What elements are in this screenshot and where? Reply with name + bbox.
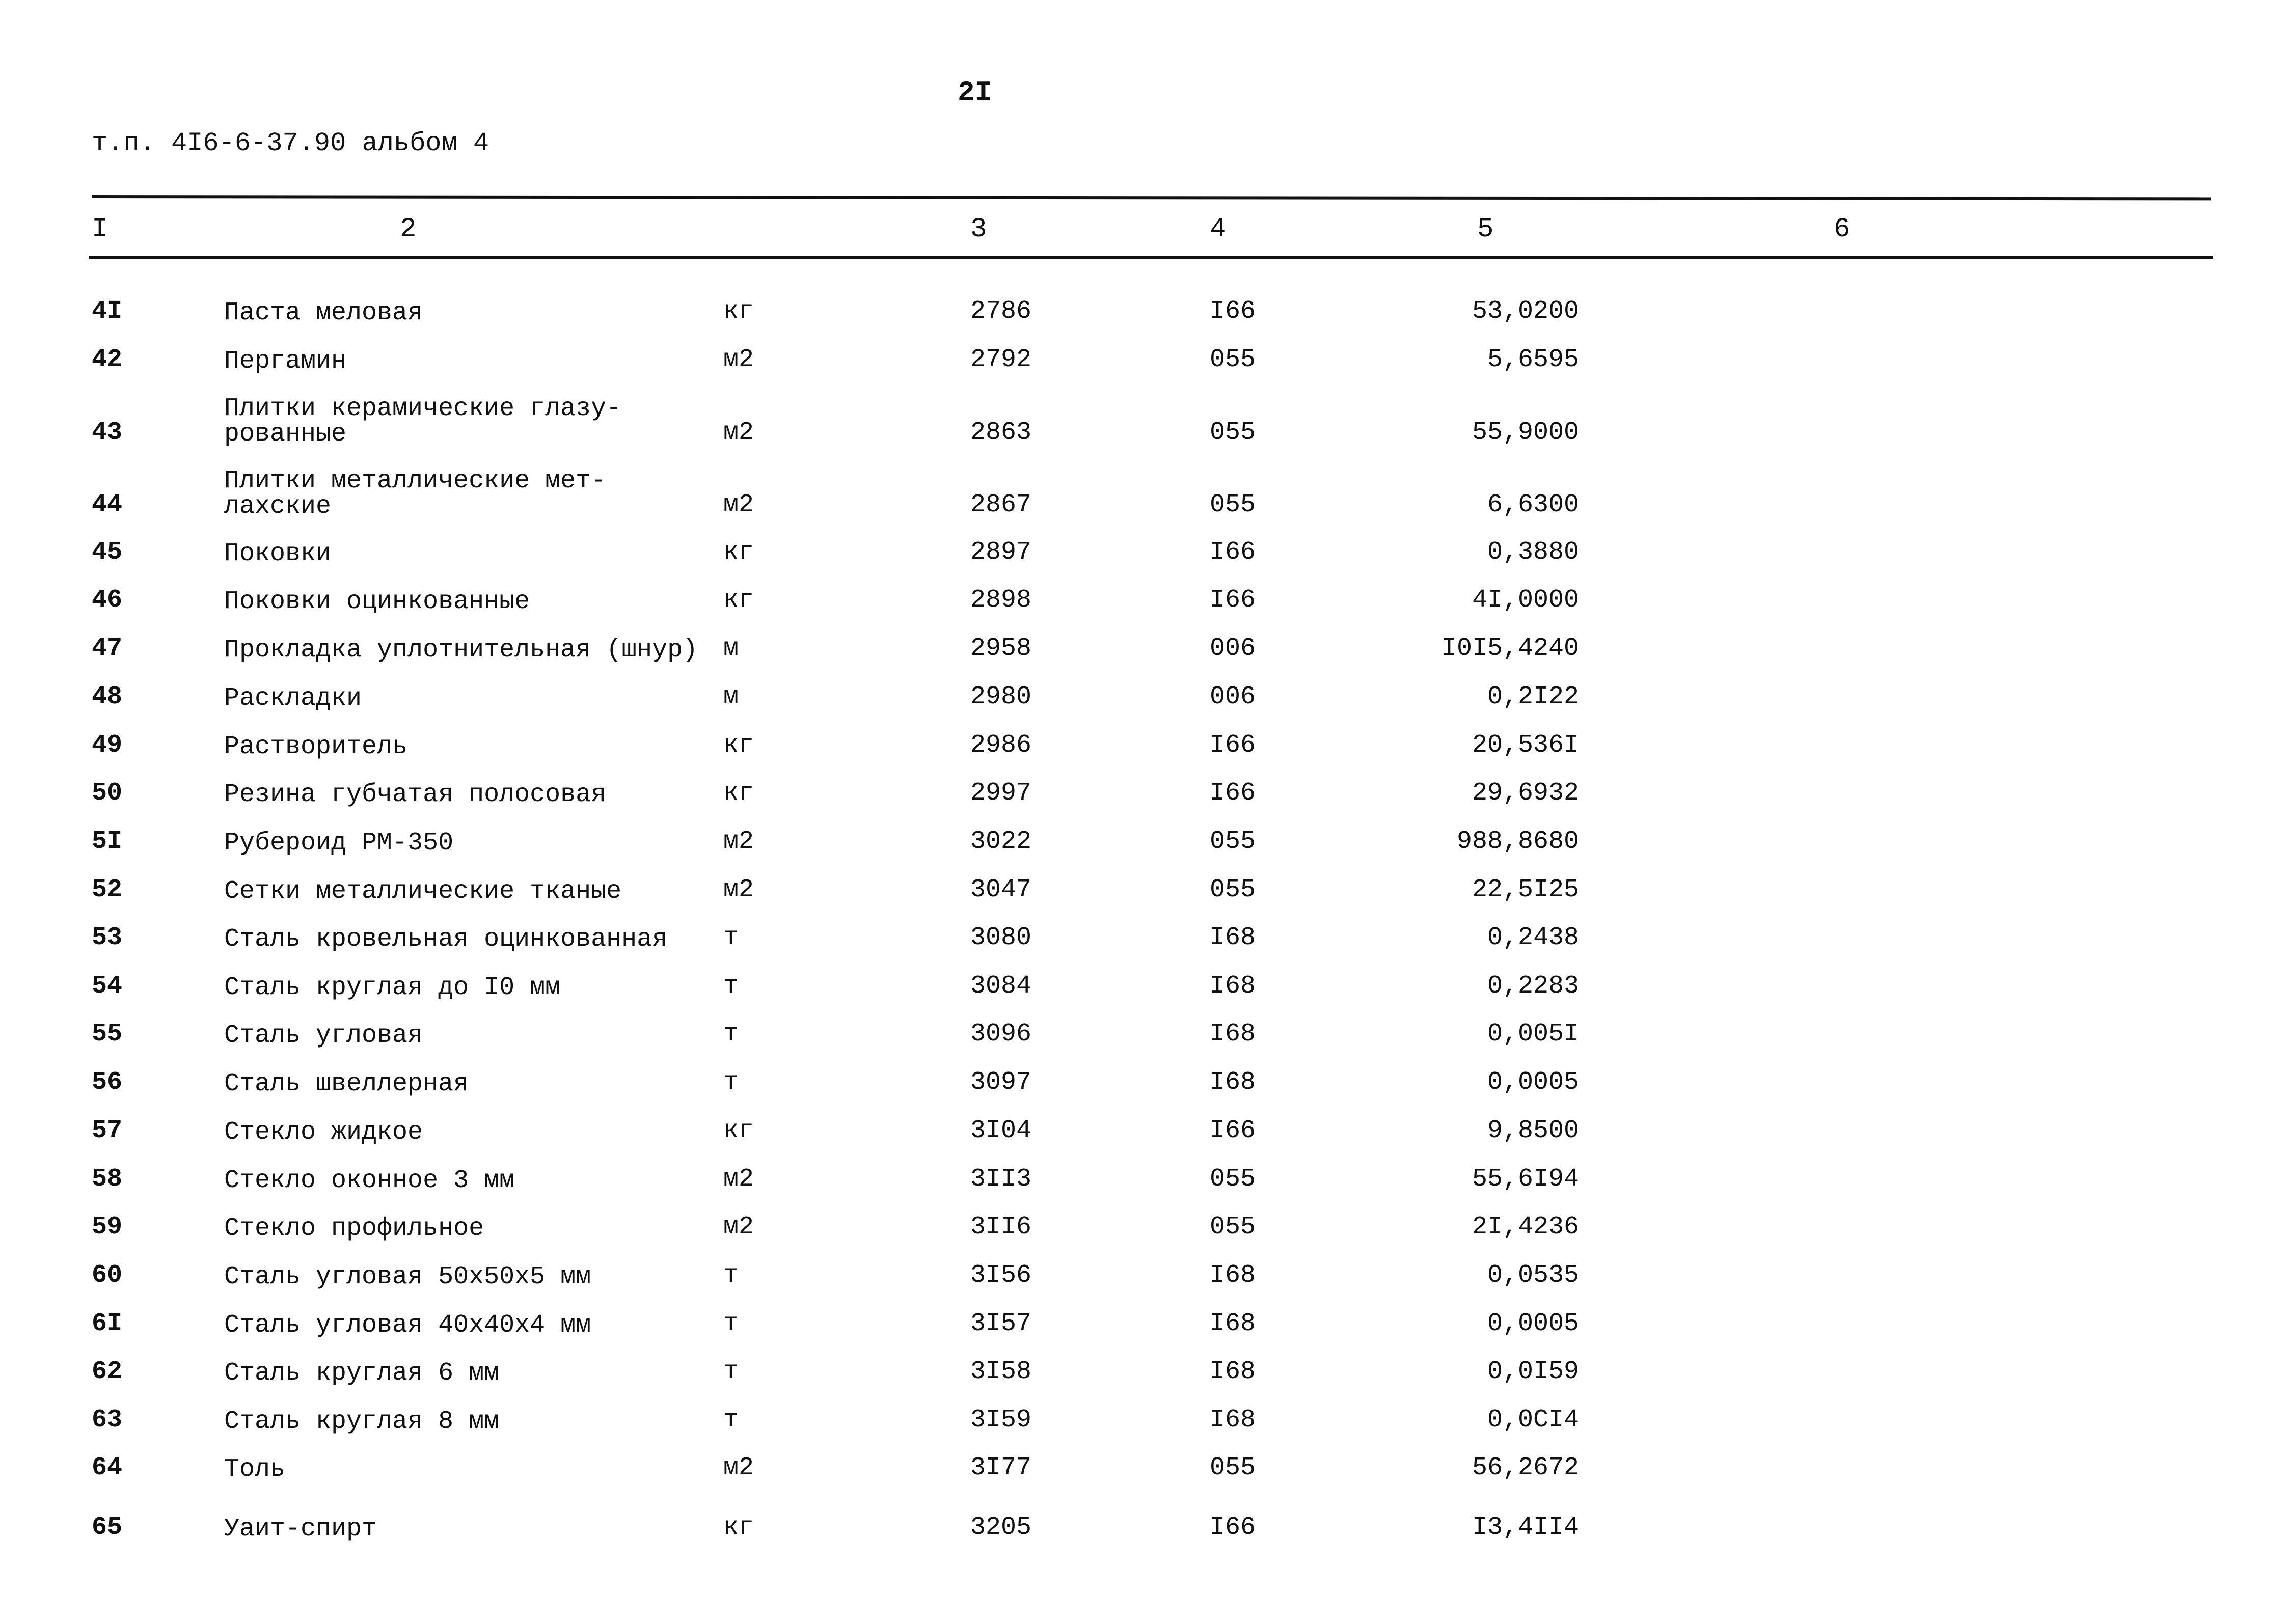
row-number: 62 — [92, 1357, 123, 1386]
material-name: Стекло профильное — [224, 1214, 484, 1243]
table-row — [0, 869, 2286, 904]
unit-of-measure: т — [723, 1068, 739, 1097]
material-code: 2986 — [970, 731, 1032, 760]
material-name: Уаит-спирт — [224, 1515, 377, 1544]
quantity-value: 0,0I59 — [1487, 1357, 1579, 1386]
table-row — [0, 917, 2286, 952]
material-name: Поковки — [224, 539, 332, 568]
table-row — [0, 394, 2286, 449]
unit-of-measure: кг — [723, 731, 754, 760]
unit-of-measure: м2 — [723, 827, 754, 856]
material-code: 3I77 — [970, 1453, 1032, 1482]
header-col-4: 4 — [1210, 214, 1227, 245]
unit-code: I68 — [1210, 1309, 1256, 1338]
unit-of-measure: м — [723, 682, 739, 711]
unit-of-measure: кг — [723, 538, 754, 567]
unit-code: 055 — [1210, 345, 1256, 374]
quantity-value: 0,0CI4 — [1487, 1406, 1579, 1435]
unit-code: 055 — [1210, 875, 1256, 904]
unit-of-measure: т — [723, 1309, 739, 1338]
material-code: 2897 — [970, 538, 1032, 567]
material-code: 3022 — [970, 827, 1032, 856]
table-row — [0, 1303, 2286, 1338]
quantity-value: I0I5,4240 — [1441, 634, 1579, 663]
material-code: 2867 — [970, 490, 1032, 519]
quantity-value: 0,2283 — [1487, 972, 1579, 1001]
row-number: 55 — [92, 1020, 123, 1049]
quantity-value: 20,536I — [1472, 731, 1579, 760]
unit-of-measure: м2 — [723, 1165, 754, 1194]
quantity-value: 5,6595 — [1487, 345, 1579, 374]
unit-code: I68 — [1210, 1357, 1256, 1386]
row-number: 50 — [92, 779, 123, 808]
unit-code: 055 — [1210, 1165, 1256, 1194]
material-name: Резина губчатая полосовая — [224, 780, 607, 809]
unit-of-measure: м2 — [723, 1213, 754, 1242]
unit-of-measure: т — [723, 1020, 739, 1049]
unit-code: 055 — [1210, 490, 1256, 519]
material-name: Сталь круглая до I0 мм — [224, 973, 561, 1002]
material-code: 2958 — [970, 634, 1032, 663]
material-code: 3II3 — [970, 1165, 1032, 1194]
table-row — [0, 1206, 2286, 1242]
unit-of-measure: м — [723, 634, 739, 663]
quantity-value: 0,3880 — [1487, 538, 1579, 567]
unit-of-measure: т — [723, 923, 739, 952]
table-row — [0, 531, 2286, 567]
unit-code: 055 — [1210, 827, 1256, 856]
table-row — [0, 290, 2286, 326]
table-row — [0, 1447, 2286, 1482]
unit-of-measure: кг — [723, 1513, 754, 1542]
row-number: 5I — [92, 827, 123, 856]
table-row — [0, 772, 2286, 808]
unit-code: I68 — [1210, 1068, 1256, 1097]
material-code: 3I04 — [970, 1116, 1032, 1145]
table-row — [0, 627, 2286, 663]
quantity-value: 0,0535 — [1487, 1261, 1579, 1290]
row-number: 60 — [92, 1261, 123, 1290]
table-header-rule — [89, 256, 2213, 259]
table-top-rule — [92, 195, 2211, 200]
table-row — [0, 676, 2286, 711]
material-code: 3097 — [970, 1068, 1032, 1097]
material-name: Сталь угловая — [224, 1021, 423, 1050]
material-name: Раскладки — [224, 684, 362, 713]
row-number: 59 — [92, 1213, 123, 1242]
row-number: 4I — [92, 297, 123, 326]
unit-code: 055 — [1210, 1213, 1256, 1242]
unit-code: 055 — [1210, 418, 1256, 447]
material-name: Сталь угловая 50x50x5 мм — [224, 1262, 591, 1291]
row-number: 46 — [92, 586, 123, 615]
material-code: 3080 — [970, 923, 1032, 952]
quantity-value: 0,0005 — [1487, 1068, 1579, 1097]
material-name: Стекло жидкое — [224, 1118, 423, 1147]
quantity-value: 4I,0000 — [1472, 586, 1579, 615]
row-number: 6I — [92, 1309, 123, 1338]
header-col-5: 5 — [1477, 214, 1494, 245]
unit-code: I68 — [1210, 972, 1256, 1001]
unit-code: I66 — [1210, 297, 1256, 326]
row-number: 54 — [92, 972, 123, 1001]
unit-code: I68 — [1210, 1020, 1256, 1049]
table-row — [0, 1013, 2286, 1049]
quantity-value: I3,4II4 — [1472, 1513, 1579, 1542]
row-number: 44 — [92, 490, 123, 519]
unit-of-measure: м2 — [723, 1453, 754, 1482]
quantity-value: 22,5I25 — [1472, 875, 1579, 904]
material-name: Рубероид РМ-350 — [224, 829, 454, 858]
material-name: Сталь угловая 40x40x4 мм — [224, 1311, 591, 1340]
unit-code: I66 — [1210, 538, 1256, 567]
material-code: 3096 — [970, 1020, 1032, 1049]
quantity-value: 6,6300 — [1487, 490, 1579, 519]
material-code: 3205 — [970, 1513, 1032, 1542]
material-code: 3II6 — [970, 1213, 1032, 1242]
quantity-value: 2I,4236 — [1472, 1213, 1579, 1242]
row-number: 65 — [92, 1513, 123, 1542]
header-col-3: 3 — [970, 214, 987, 245]
material-code: 3084 — [970, 972, 1032, 1001]
material-code: 2980 — [970, 682, 1032, 711]
quantity-value: 9,8500 — [1487, 1116, 1579, 1145]
material-code: 2863 — [970, 418, 1032, 447]
material-name: Растворитель — [224, 732, 408, 761]
unit-of-measure: кг — [723, 1116, 754, 1145]
table-row — [0, 1506, 2286, 1542]
unit-of-measure: кг — [723, 586, 754, 615]
header-col-1: I — [92, 214, 108, 245]
unit-code: I66 — [1210, 1513, 1256, 1542]
table-row — [0, 1061, 2286, 1097]
quantity-value: 56,2672 — [1472, 1453, 1579, 1482]
unit-of-measure: т — [723, 972, 739, 1001]
unit-code: I66 — [1210, 586, 1256, 615]
quantity-value: 55,9000 — [1472, 418, 1579, 447]
quantity-value: 0,0005 — [1487, 1309, 1579, 1338]
quantity-value: 988,8680 — [1456, 827, 1579, 856]
material-name: Пергамин — [224, 347, 347, 376]
row-number: 58 — [92, 1165, 123, 1194]
quantity-value: 29,6932 — [1472, 779, 1579, 808]
material-name: Паста меловая — [224, 298, 423, 327]
material-code: 2786 — [970, 297, 1032, 326]
unit-code: I68 — [1210, 1261, 1256, 1290]
table-row — [0, 1158, 2286, 1194]
material-name: Сталь круглая 6 мм — [224, 1359, 500, 1388]
unit-of-measure: т — [723, 1261, 739, 1290]
row-number: 48 — [92, 682, 123, 711]
material-name: Стекло оконное 3 мм — [224, 1166, 515, 1195]
unit-of-measure: м2 — [723, 418, 754, 447]
unit-code: 006 — [1210, 682, 1256, 711]
row-number: 57 — [92, 1116, 123, 1145]
material-code: 3047 — [970, 875, 1032, 904]
row-number: 63 — [92, 1406, 123, 1435]
row-number: 53 — [92, 923, 123, 952]
quantity-value: 0,2438 — [1487, 923, 1579, 952]
unit-of-measure: м2 — [723, 345, 754, 374]
row-number: 47 — [92, 634, 123, 663]
material-code: 2898 — [970, 586, 1032, 615]
unit-code: I66 — [1210, 731, 1256, 760]
unit-code: I68 — [1210, 1406, 1256, 1435]
header-col-6: 6 — [1834, 214, 1850, 245]
header-col-2: 2 — [400, 214, 417, 245]
material-name: Сталь швеллерная — [224, 1069, 469, 1098]
material-name: Сталь круглая 8 мм — [224, 1407, 500, 1436]
unit-of-measure: т — [723, 1406, 739, 1435]
material-name: Поковки оцинкованные — [224, 587, 530, 616]
material-code: 3I57 — [970, 1309, 1032, 1338]
row-number: 52 — [92, 875, 123, 904]
unit-code: 055 — [1210, 1453, 1256, 1482]
material-name: Прокладка уплотнительная (шнур) — [224, 636, 698, 665]
material-code: 2792 — [970, 345, 1032, 374]
quantity-value: 0,2I22 — [1487, 682, 1579, 711]
table-row — [0, 724, 2286, 760]
table-row — [0, 579, 2286, 615]
row-number: 64 — [92, 1453, 123, 1482]
row-number: 43 — [92, 418, 123, 447]
row-number: 45 — [92, 538, 123, 567]
quantity-value: 0,005I — [1487, 1020, 1579, 1049]
unit-code: I66 — [1210, 1116, 1256, 1145]
material-code: 2997 — [970, 779, 1032, 808]
unit-code: I66 — [1210, 779, 1256, 808]
table-row — [0, 1351, 2286, 1386]
table-row — [0, 1110, 2286, 1145]
unit-of-measure: м2 — [723, 875, 754, 904]
table-row — [0, 1399, 2286, 1435]
table-header — [0, 214, 2286, 250]
unit-code: I68 — [1210, 923, 1256, 952]
unit-code: 006 — [1210, 634, 1256, 663]
row-number: 49 — [92, 731, 123, 760]
quantity-value: 55,6I94 — [1472, 1165, 1579, 1194]
material-name: Сетки металлические тканые — [224, 877, 622, 906]
material-code: 3I56 — [970, 1261, 1032, 1290]
document-reference: т.п. 4I6-6-37.90 альбом 4 — [92, 128, 489, 158]
material-code: 3I59 — [970, 1406, 1032, 1435]
table-row — [0, 466, 2286, 521]
unit-of-measure: кг — [723, 779, 754, 808]
material-name: Плитки керамические глазу- рованные — [224, 394, 622, 449]
material-name: Сталь кровельная оцинкованная — [224, 925, 668, 954]
table-row — [0, 1254, 2286, 1290]
unit-of-measure: м2 — [723, 490, 754, 519]
quantity-value: 53,0200 — [1472, 297, 1579, 326]
row-number: 42 — [92, 345, 123, 374]
material-code: 3I58 — [970, 1357, 1032, 1386]
table-row — [0, 339, 2286, 374]
unit-of-measure: кг — [723, 297, 754, 326]
table-row — [0, 965, 2286, 1001]
table-row — [0, 820, 2286, 856]
unit-of-measure: т — [723, 1357, 739, 1386]
material-name: Плитки металлические мет- лахские — [224, 466, 607, 521]
page-number: 2I — [958, 76, 992, 109]
row-number: 56 — [92, 1068, 123, 1097]
material-name: Толь — [224, 1455, 286, 1484]
